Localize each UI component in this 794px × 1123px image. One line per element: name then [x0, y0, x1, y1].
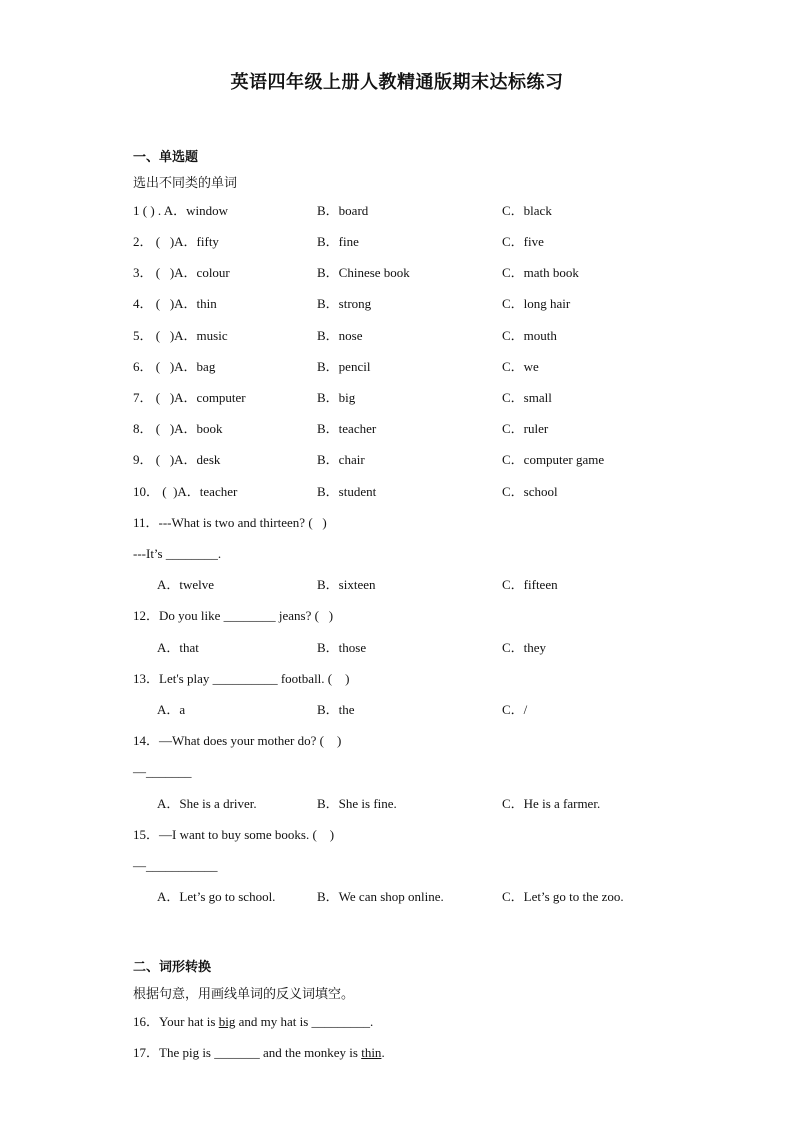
q16-post: and my hat is _________.: [235, 1014, 374, 1029]
option-b: B．chair: [317, 452, 365, 467]
question-answer-line: [0, 763, 794, 781]
option-c: C．we: [502, 359, 539, 374]
question-row: [0, 389, 794, 407]
option-a: A．twelve: [157, 577, 215, 592]
option-b: B．We can shop online.: [317, 889, 444, 904]
question-15-text: 15．—I want to buy some books. ( ): [133, 827, 335, 842]
q17-underlined-word: thin: [361, 1045, 382, 1060]
option-a: 2． ( )A．fifty: [133, 234, 219, 249]
options-row: [0, 576, 794, 594]
question-17-text: [133, 1044, 385, 1062]
question-12-text: 12．Do you like ________ jeans? ( ): [133, 608, 334, 623]
option-a: A．that: [157, 640, 199, 655]
question-15-answer: —___________: [133, 858, 218, 873]
option-c: C．black: [502, 203, 552, 218]
option-b: B．the: [317, 702, 355, 717]
option-b: B．board: [317, 203, 369, 218]
option-b: B．She is fine.: [317, 796, 397, 811]
options-row: [0, 701, 794, 719]
page-title: 英语四年级上册人教精通版期末达标练习: [230, 72, 564, 93]
question-row: [0, 295, 794, 313]
question-stem: [0, 607, 794, 625]
option-b: B．big: [317, 390, 356, 405]
section1-instruction: 选出不同类的单词: [133, 176, 238, 191]
option-b: B．strong: [317, 296, 372, 311]
question-row: [0, 327, 794, 345]
option-c: C．computer game: [502, 452, 605, 467]
option-a: 6． ( )A．bag: [133, 359, 216, 374]
option-c: C．ruler: [502, 421, 549, 436]
question-row: [0, 483, 794, 501]
question-11-answer: ---It’s ________.: [133, 546, 222, 561]
question-14-text: 14．—What does your mother do? ( ): [133, 733, 342, 748]
option-a: 5． ( )A．music: [133, 328, 228, 343]
option-b: B．student: [317, 484, 377, 499]
option-a: A．Let’s go to school.: [157, 889, 276, 904]
question-row: [0, 451, 794, 469]
option-c: C．small: [502, 390, 552, 405]
option-c: C．five: [502, 234, 544, 249]
section2-instruction: 根据句意，用画线单词的反义词填空。: [133, 987, 355, 1002]
question-16: [0, 1013, 794, 1031]
option-a: 3． ( )A．colour: [133, 265, 230, 280]
question-row: [0, 358, 794, 376]
question-11-text: 11．---What is two and thirteen? ( ): [133, 515, 327, 530]
option-a: 10． ( )A．teacher: [133, 484, 238, 499]
question-13-text: 13．Let's play __________ football. ( ): [133, 671, 350, 686]
section2-heading: 二、词形转换: [133, 960, 212, 975]
option-a: 1 ( ) . A．window: [133, 203, 228, 218]
q16-underlined-word: big: [218, 1014, 236, 1029]
option-b: B．sixteen: [317, 577, 376, 592]
section1-heading: 一、单选题: [133, 150, 199, 165]
option-c: C．math book: [502, 265, 579, 280]
question-14-answer: —_______: [133, 764, 192, 779]
option-b: B．pencil: [317, 359, 371, 374]
q17-pre: 17．The pig is _______ and the monkey is: [133, 1045, 362, 1060]
option-c: C．mouth: [502, 328, 557, 343]
option-a: 4． ( )A．thin: [133, 296, 217, 311]
option-b: B．nose: [317, 328, 363, 343]
option-c: C．they: [502, 640, 547, 655]
question-answer-line: [0, 857, 794, 875]
question-17: [0, 1044, 794, 1062]
option-c: C．fifteen: [502, 577, 558, 592]
option-b: B．teacher: [317, 421, 377, 436]
options-row: [0, 795, 794, 813]
question-stem: [0, 826, 794, 844]
question-stem: [0, 732, 794, 750]
option-b: B．those: [317, 640, 367, 655]
option-c: C．He is a farmer.: [502, 796, 601, 811]
option-c: C．long hair: [502, 296, 571, 311]
question-answer-line: [0, 545, 794, 563]
question-16-text: [133, 1013, 373, 1031]
option-b: B．fine: [317, 234, 359, 249]
option-a: A．a: [157, 702, 186, 717]
options-row: [0, 888, 794, 906]
option-c: C．Let’s go to the zoo.: [502, 889, 624, 904]
option-a: A．She is a driver.: [157, 796, 257, 811]
question-stem: [0, 670, 794, 688]
option-b: B．Chinese book: [317, 265, 410, 280]
question-row: [0, 264, 794, 282]
question-row: [0, 233, 794, 251]
option-c: C．/: [502, 702, 528, 717]
question-stem: [0, 514, 794, 532]
option-c: C．school: [502, 484, 558, 499]
q16-pre: 16．Your hat is: [133, 1014, 219, 1029]
question-row: [0, 202, 794, 220]
option-a: 9． ( )A．desk: [133, 452, 221, 467]
options-row: [0, 639, 794, 657]
question-row: [0, 420, 794, 438]
option-a: 7． ( )A．computer: [133, 390, 246, 405]
q17-post: .: [381, 1045, 385, 1060]
option-a: 8． ( )A．book: [133, 421, 223, 436]
